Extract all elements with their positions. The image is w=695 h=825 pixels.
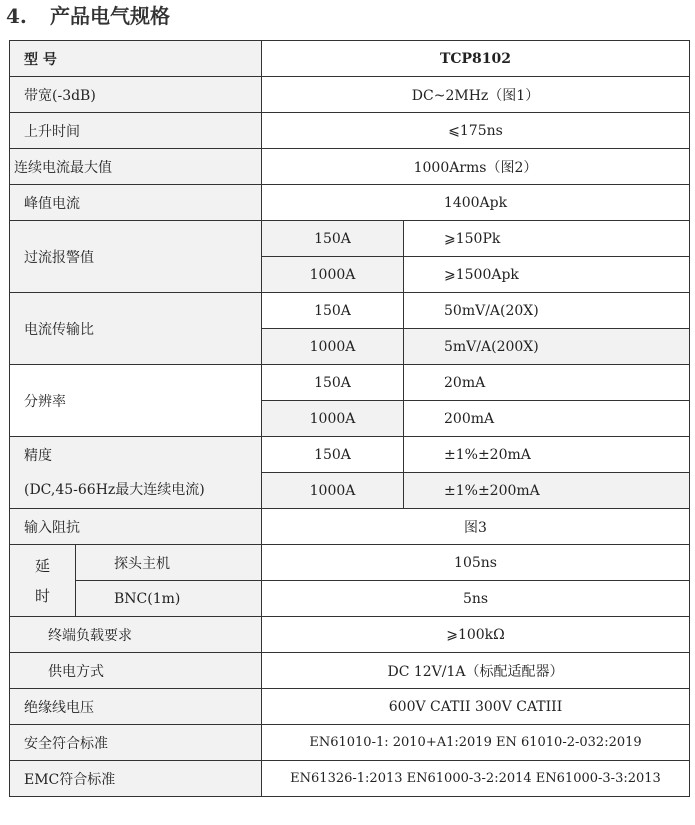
row-max-current (10, 149, 690, 185)
label-model: 型 号 (10, 41, 262, 77)
value-peak-current: 1400Apk (262, 185, 690, 221)
row-resolution-150 (10, 365, 690, 401)
label-emc: EMC符合标准 (10, 761, 262, 797)
label-delay-bottom: 时 (34, 586, 50, 605)
value-ratio-1000: 5mV/A(200X) (404, 329, 690, 365)
label-ratio: 电流传输比 (10, 293, 262, 365)
row-accuracy-150 (10, 437, 690, 473)
label-bandwidth: 带宽(-3dB) (10, 77, 262, 113)
range-overcurrent-1000: 1000A (262, 257, 404, 293)
value-resolution-150: 20mA (404, 365, 690, 401)
value-model: TCP8102 (262, 41, 690, 77)
row-delay-host (10, 545, 690, 581)
value-rise-time: ⩽175ns (262, 113, 690, 149)
range-overcurrent-150: 150A (262, 221, 404, 257)
label-accuracy-note: (DC,45-66Hz最大连续电流) (24, 481, 205, 498)
row-load (10, 617, 690, 653)
label-accuracy (10, 437, 262, 509)
value-overcurrent-150: ⩾150Pk (404, 221, 690, 257)
row-bandwidth (10, 77, 690, 113)
range-delay-bnc: BNC(1m) (76, 581, 262, 617)
spec-table (9, 40, 690, 797)
row-power (10, 653, 690, 689)
range-resolution-1000: 1000A (262, 401, 404, 437)
value-overcurrent-1000: ⩾1500Apk (404, 257, 690, 293)
section-heading (6, 2, 170, 32)
row-ratio-150 (10, 293, 690, 329)
range-ratio-150: 150A (262, 293, 404, 329)
value-ratio-150: 50mV/A(20X) (404, 293, 690, 329)
range-accuracy-150: 150A (262, 437, 404, 473)
row-rise-time (10, 113, 690, 149)
label-max-current: 连续电流最大值 (10, 149, 262, 185)
range-ratio-1000: 1000A (262, 329, 404, 365)
label-delay-top: 延 (34, 556, 50, 575)
label-peak-current: 峰值电流 (10, 185, 262, 221)
value-bandwidth: DC~2MHz（图1） (262, 77, 690, 113)
value-delay-host: 105ns (262, 545, 690, 581)
label-safety: 安全符合标准 (10, 725, 262, 761)
label-impedance: 输入阻抗 (10, 509, 262, 545)
range-accuracy-1000: 1000A (262, 473, 404, 509)
label-resolution: 分辨率 (10, 365, 262, 437)
row-safety (10, 725, 690, 761)
range-delay-host: 探头主机 (76, 545, 262, 581)
label-rise-time: 上升时间 (10, 113, 262, 149)
range-resolution-150: 150A (262, 365, 404, 401)
label-insulation: 绝缘线电压 (10, 689, 262, 725)
row-peak-current (10, 185, 690, 221)
row-impedance (10, 509, 690, 545)
value-load: ⩾100kΩ (262, 617, 690, 653)
label-load: 终端负载要求 (10, 617, 262, 653)
section-title: 产品电气规格 (50, 4, 170, 28)
row-overcurrent-150 (10, 221, 690, 257)
value-emc: EN61326-1:2013 EN61000-3-2:2014 EN61000-3-3:2013 (262, 761, 690, 797)
value-impedance: 图3 (262, 509, 690, 545)
value-max-current: 1000Arms（图2） (262, 149, 690, 185)
value-insulation: 600V CATII 300V CATIII (262, 689, 690, 725)
row-delay-bnc (10, 581, 690, 617)
label-delay (10, 545, 76, 617)
value-delay-bnc: 5ns (262, 581, 690, 617)
section-number: 4. (6, 4, 27, 28)
value-power: DC 12V/1A（标配适配器） (262, 653, 690, 689)
row-insulation (10, 689, 690, 725)
value-accuracy-1000: ±1%±200mA (404, 473, 690, 509)
value-safety: EN61010-1: 2010+A1:2019 EN 61010-2-032:2019 (262, 725, 690, 761)
row-emc (10, 761, 690, 797)
label-power: 供电方式 (10, 653, 262, 689)
label-accuracy-main: 精度 (24, 447, 52, 464)
row-model (10, 41, 690, 77)
value-accuracy-150: ±1%±20mA (404, 437, 690, 473)
value-resolution-1000: 200mA (404, 401, 690, 437)
label-overcurrent: 过流报警值 (10, 221, 262, 293)
